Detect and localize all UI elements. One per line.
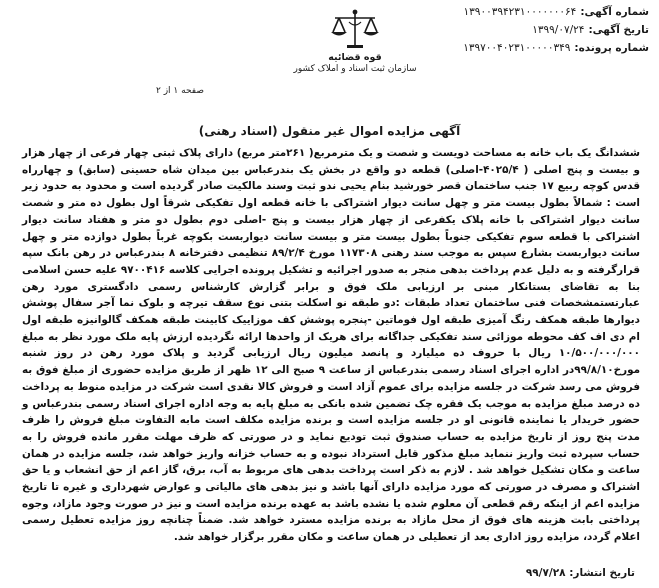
publish-date: ۹۹/۷/۲۸ <box>525 567 566 579</box>
notice-date-row <box>369 21 649 39</box>
publish-date-label: تاریخ انتشار: <box>569 567 635 579</box>
notice-date: ۱۳۹۹/۰۷/۲۴ <box>532 24 585 36</box>
publish-date-footer <box>526 566 635 580</box>
file-number: ۱۳۹۷۰۰۴۰۲۳۱۰۰۰۰۰۳۴۹ <box>463 42 571 54</box>
judiciary-label: قوه قضائیه <box>328 52 382 63</box>
notice-number: ۱۳۹۰۰۳۹۴۲۳۱۰۰۰۰۰۰۰۶۴ <box>463 6 577 18</box>
notice-body: ششدانگ یک باب خانه به مساحت دویست و شصت و یک مترمربع( ۲۶۱متر مربع) دارای پلاک ثبتی چهار فرعی از چهار هزار و بیست و پنج اصلی ( ۴۰۲۵/۴-اصلی) قطعه دو واقع در بخش یک بندرعباس بین میدان شاه حسینی (سابق) و چهارراه قدس کوچه ربیع ۱۷ جنب ساختمان قصر خورشید بنام یحیی ندو ثبت وسند مالکیت صادر گردیده است و محدود به حدود زیر است : شمالاً بطول بیست متر و چهل سانت دیوار اشتراکی با خانه قطعه اول تفکیکی شرقاً اول بطول ده متر و شصت سانت دیوار اشتراکی با خانه پلاک یکفرعی از چهار هزار بیست و پنج -اصلی دوم بطول دو متر و هفتاد سانت دیوار اشتراکی با قطعه سوم تفکیکی جنوباً بطول بیست متر و بیست سانت دیواربست بکوچه غرباً بطول دوازده متر و چهل سانت دیواربست بشارع سپس به موجب سند رهنی ۱۱۷۳۰۸ مورخ ۸۹/۲/۴ تنظیمی دفترخانه ۸ بندرعباس در رهن بانک سپه قرارگرفته و به دلیل عدم پرداخت بدهی منجر به صدور اجرائیه و تشکیل پرونده اجرایی کلاسه ۹۷۰۰۴۱۶ علیه حسن اسلامی بنا به تقاضای بستانکار مبنی بر ارزیابی ملک فوق و برابر گزارش کارشناس رسمی دادگستری مورد رهن عبارتستمشخصات فنی ساختمان تعداد طبقات :دو طبقه نو اسکلت بتنی نوع سقف تیرچه و بلوک نما آجر سفال پوشش دیوارها طبقه همکف رنگ آمیزی طبقه اول فوماتین -پنجره پوشش کف موزاییک کابینت طبقه همکف گالوانیزه طبقه اول ام دی اف کف محوطه موزائی سند تفکیکی جداگانه برای هریک از واحدها ارائه نگردیده ارزش پایه ملک مورد نظر به مبلغ ۱۰/۵۰۰/۰۰۰/۰۰۰ ریال با حروف ده میلیارد و پانصد میلیون ریال ارزیابی گردید و پلاک مورد رهن در روز شنبه مورخ۹۹/۸/۱۰در اداره اجرای اسناد رسمی بندرعباس از ساعت ۹ صبح الی ۱۲ ظهر از طریق مزایده حضوری از مبلغ فوق به فروش می رسد شرکت در جلسه مزایده برای عموم آزاد است و فروش کالا نقدی است شرکت در مزایده منوط به پرداخت ده درصد مبلغ مزایده به موجب یک فقره چک تضمین شده بانکی به مبلغ پایه به وجه اداره اجرای اسناد رسمی بندرعباس و حضور خریدار یا نماینده قانونی او در جلسه مزایده است و برنده مزایده مکلف است مابه التفاوت مبلغ فروش را ظرف مدت پنج روز از تاریخ مزایده به حساب صندوق ثبت تودیع نماید و در صورتی که ظرف مهلت مقرر مانده فروش را به حساب سپرده ثبت واریز ننماید مبلغ مذکور قابل استرداد نبوده و به حساب خزانه واریز خواهد شد، جلسه مزایده در همان ساعت و مکان تشکیل خواهد شد . لازم به ذکر است پرداخت بدهی های مربوط به آب، برق، گاز اعم از حق انشعاب و یا حق اشتراک و مصرف در صورتی که مورد مزایده دارای آنها باشد و نیز بدهی های مالیاتی و عوارض شهرداری و غیره تا تاریخ مزایده اعم از اینکه رقم قطعی آن معلوم شده یا نشده باشد به عهده برنده مزایده است و نیز در صورت وجود مازاد، وجوه پرداختی بابت هزینه های فوق از محل مازاد به برنده مزایده مسترد خواهد شد. ضمناً چنانچه روز مزایده تعطیل رسمی اعلام گردد، مزایده روز اداری بعد از تعطیلی در همان ساعت و مکان مقرر برگزار خواهد شد. <box>22 147 641 544</box>
document-title: آگهی مزایده اموال غیر منقول (اسناد رهنی) <box>198 124 461 138</box>
notice-number-row <box>369 3 649 21</box>
notice-metadata <box>369 3 649 57</box>
file-number-label: شماره پرونده: <box>574 42 649 54</box>
page-number: صفحه ۱ از ۲ <box>156 86 204 96</box>
registration-organization-label: سازمان ثبت اسناد و املاک کشور <box>293 64 417 74</box>
file-number-row <box>369 39 649 57</box>
scales-of-justice-icon <box>327 8 383 52</box>
notice-date-label: تاریخ آگهی: <box>588 24 649 36</box>
notice-number-label: شماره آگهی: <box>580 6 649 18</box>
judiciary-emblem <box>293 8 417 98</box>
